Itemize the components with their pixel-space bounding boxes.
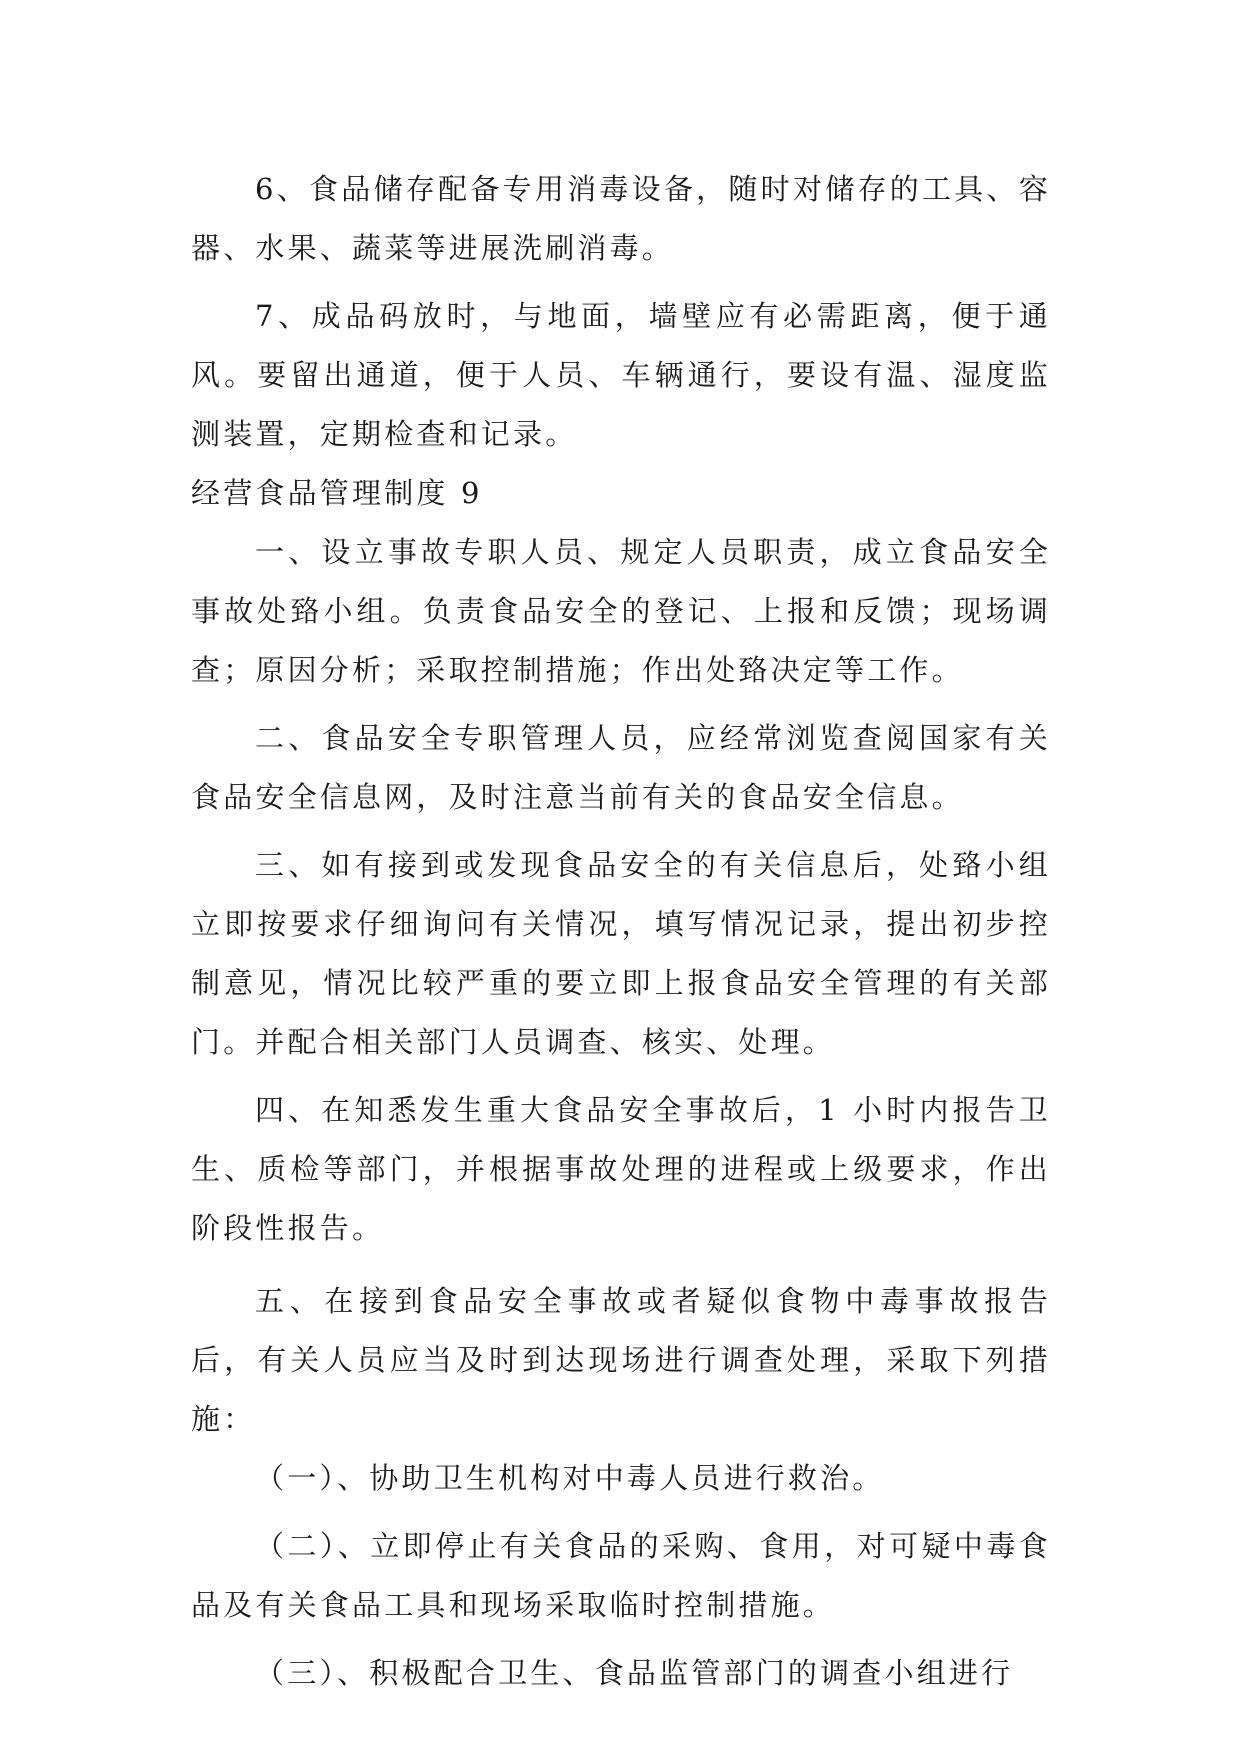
paragraph-subitem-3: （三）、积极配合卫生、食品监管部门的调查小组进行 [255, 1656, 1014, 1690]
paragraph-item-4: 四、在知悉发生重大食品安全事故后，1 小时内报告卫生、质检等部门，并根据事故处理的进程或上级要求，作出阶段性报告。 [191, 1093, 1051, 1245]
paragraph-item-2: 二、食品安全专职管理人员，应经常浏览查阅国家有关食品安全信息网，及时注意当前有关的食品安全信息。 [191, 721, 1051, 814]
section-heading: 经营食品管理制度 9 [191, 476, 483, 510]
paragraph-stacking-rules: 7、成品码放时，与地面，墙壁应有必需距离，便于通风。要留出通道，便于人员、车辆通行，要设有温、湿度监测装置，定期检查和记录。 [191, 299, 1051, 451]
paragraph-item-5: 五、在接到食品安全事故或者疑似食物中毒事故报告后，有关人员应当及时到达现场进行调查处理，采取下列措施： [191, 1284, 1051, 1436]
paragraph-subitem-1: （一）、协助卫生机构对中毒人员进行救治。 [255, 1461, 885, 1495]
paragraph-subitem-2: （二）、立即停止有关食品的采购、食用，对可疑中毒食品及有关食品工具和现场采取临时控制措施。 [191, 1529, 1051, 1622]
paragraph-item-3: 三、如有接到或发现食品安全的有关信息后，处臵小组立即按要求仔细询问有关情况，填写情况记录，提出初步控制意见，情况比较严重的要立即上报食品安全管理的有关部门。并配合相关部门人员调查、核实、处理。 [191, 848, 1051, 1059]
paragraph-item-1: 一、设立事故专职人员、规定人员职责，成立食品安全事故处臵小组。负责食品安全的登记、上报和反馈；现场调查；原因分析；采取控制措施；作出处臵决定等工作。 [191, 535, 1051, 687]
document-body [191, 160, 1051, 1703]
paragraph-storage-disinfection: 6、食品储存配备专用消毒设备，随时对储存的工具、容器、水果、蔬菜等进展洗刷消毒。 [191, 172, 1051, 265]
